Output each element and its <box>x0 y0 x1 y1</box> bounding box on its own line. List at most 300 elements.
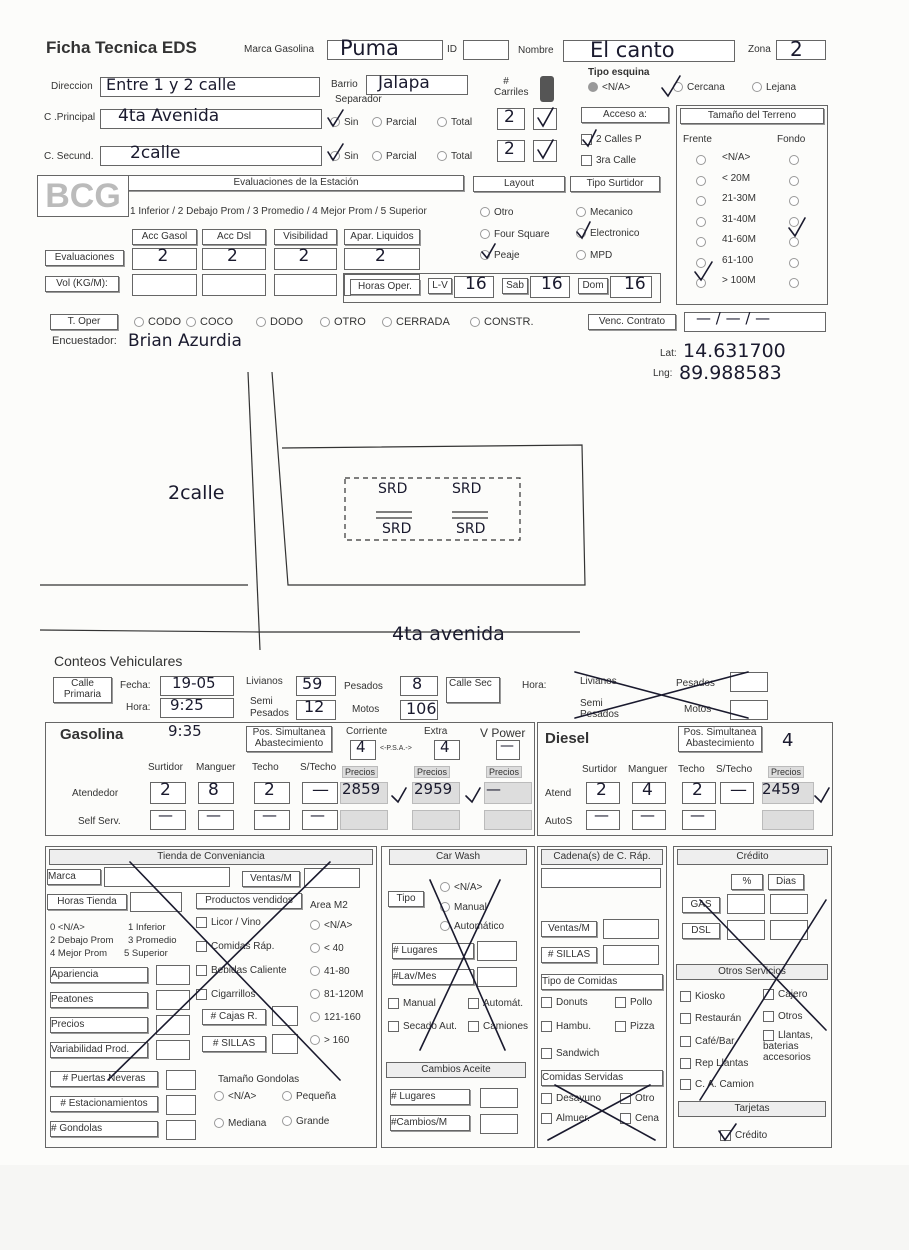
cadena-sandwich[interactable]: Sandwich <box>541 1048 599 1059</box>
lat-label: Lat: <box>660 348 677 359</box>
dsl-atend-value-3: — <box>730 780 747 800</box>
diesel-pos-label: Pos. Simultanea Abastecimiento <box>678 726 762 752</box>
frente-radio-0[interactable] <box>696 155 706 165</box>
carwash-extra-secado[interactable]: Secado Aut. <box>388 1021 457 1032</box>
tienda-marca-field[interactable] <box>104 867 230 887</box>
carwash-extra-automat[interactable]: Automát. <box>468 998 523 1009</box>
cadena-otro[interactable]: Otro <box>620 1093 654 1104</box>
bcg-logo: BCG <box>37 175 129 217</box>
surtidor-electronico[interactable]: Electronico <box>576 228 639 239</box>
area-label-3: 81-120M <box>324 989 364 1000</box>
layout-otro[interactable]: Otro <box>480 207 513 218</box>
toper-radio-1[interactable] <box>186 317 196 327</box>
gas-atend-value-3: — <box>312 780 329 800</box>
dsl-col-1: Manguer <box>628 764 668 775</box>
tienda-eval-label-0: Apariencia <box>50 967 148 983</box>
pesados-label: Pesados <box>344 681 383 692</box>
separador-label: Separador <box>335 94 382 105</box>
producto-2[interactable] <box>196 965 287 976</box>
dsl-autos-value-0: — <box>594 806 609 824</box>
gondola-pequena[interactable]: Pequeña <box>282 1091 336 1102</box>
otros-servicios-title: Otros Servicios <box>676 964 828 980</box>
toper-radio-4[interactable] <box>382 317 392 327</box>
acceso-label: Acceso a: <box>581 107 669 123</box>
gondola-grande[interactable]: Grande <box>282 1116 329 1127</box>
carwash-tipo-label: Tipo <box>388 891 424 907</box>
id-label: ID <box>447 44 457 55</box>
vpower-label: V Power <box>480 726 526 740</box>
layout-label: Layout <box>473 176 565 192</box>
sep-secund-sin[interactable]: Sin <box>330 151 358 162</box>
producto-label-0: Licor / Vino <box>211 917 261 929</box>
gas-precios-label-1: Precios <box>414 766 450 778</box>
dsl-precios-label: Precios <box>768 766 804 778</box>
carwash-na[interactable]: <N/A> <box>440 882 482 893</box>
layout-peaje[interactable]: Peaje <box>480 250 520 261</box>
otros-rep-llantas[interactable]: Rep Llantas <box>680 1058 748 1069</box>
tienda-eval-field-0[interactable] <box>156 965 190 985</box>
area-radio-0[interactable] <box>310 920 320 930</box>
toper-option-4[interactable] <box>382 316 450 328</box>
cadena-tipo-label: Tipo de Comidas <box>541 974 663 990</box>
cadena-ventas-field[interactable] <box>603 919 659 939</box>
dsl-atend-label: Atend <box>545 788 572 799</box>
cambios-mes-label: #Cambios/M <box>390 1115 470 1131</box>
marca-value: Puma <box>340 36 399 60</box>
frente-radio-2[interactable] <box>696 196 706 206</box>
area-label-5: > 160 <box>324 1035 350 1046</box>
barrio-value: Jalapa <box>378 73 430 93</box>
fondo-radio-4[interactable] <box>789 237 799 247</box>
gasolina-title: Gasolina <box>60 726 124 743</box>
surtidor-mpd[interactable]: MPD <box>576 250 612 261</box>
dsl-atend-value-1: 4 <box>642 780 653 800</box>
acceso-2calles[interactable]: 2 Calles P <box>581 134 642 145</box>
producto-check-0[interactable] <box>196 917 207 928</box>
tienda-eval-label-3: Variabilidad Prod. <box>50 1042 148 1058</box>
carriles-label: # Carriles <box>494 76 529 98</box>
tamano-option-6: > 100M <box>722 275 756 286</box>
credito-dias-label: Dias <box>768 874 804 890</box>
cadena-sillas-label: # SILLAS <box>541 947 597 963</box>
tienda-marca-label: Marca <box>47 869 101 885</box>
marca-label: Marca Gasolina <box>244 44 315 55</box>
lng-value: 89.988583 <box>679 362 782 384</box>
atendedor-label: Atendedor <box>72 788 119 799</box>
dsl-col-2: Techo <box>678 764 705 775</box>
dom-value: 16 <box>624 274 646 294</box>
carwash-lugares-field[interactable] <box>477 941 517 961</box>
producto-label-3: Cigarrillos <box>211 989 256 1001</box>
tienda-eval-field-2[interactable] <box>156 1015 190 1035</box>
tamano-option-3: 31-40M <box>722 213 756 225</box>
area-radio-2[interactable] <box>310 966 320 976</box>
evaluaciones-scale: 1 Inferior / 2 Debajo Prom / 3 Promedio / 4 Mejor Prom / 5 Superior <box>130 206 427 217</box>
tienda-scale-4: 4 Mejor Prom <box>50 948 108 959</box>
toper-option-label-0: CODO <box>148 316 181 328</box>
producto-check-3[interactable] <box>196 989 207 1000</box>
carriles-secund-check[interactable] <box>533 140 557 162</box>
area-label-0: <N/A> <box>324 920 353 931</box>
cadena-hambu[interactable]: Hambu. <box>541 1021 591 1032</box>
horas-oper-label: Horas Oper. <box>350 279 420 295</box>
tienda-eval-label-1: Peatones <box>50 992 148 1008</box>
fondo-radio-3[interactable] <box>789 217 799 227</box>
credito-dsl-pct[interactable] <box>727 920 765 940</box>
cadena-name-field[interactable] <box>541 868 661 888</box>
producto-check-1[interactable] <box>196 941 207 952</box>
otros-restauran[interactable]: Restaurán <box>680 1013 741 1024</box>
semi-value: 12 <box>304 697 325 716</box>
horas-tienda-label: Horas Tienda <box>47 894 127 910</box>
lv-value: 16 <box>465 274 487 294</box>
sep-secund-total[interactable]: Total <box>437 151 472 162</box>
col-visibilidad: Visibilidad <box>274 229 337 245</box>
dsl-autos-value-1: — <box>640 806 655 824</box>
area-radio-5[interactable] <box>310 1035 320 1045</box>
area-radio-1[interactable] <box>310 943 320 953</box>
horas-tienda-field[interactable] <box>130 892 182 912</box>
fondo-radio-1[interactable] <box>789 176 799 186</box>
area-option-3[interactable] <box>310 989 363 1000</box>
sep-secund-parcial[interactable]: Parcial <box>372 151 417 162</box>
sketch-street-bottom: 4ta avenida <box>392 623 505 645</box>
tarjetas-credito[interactable]: Crédito <box>720 1130 767 1141</box>
credito-dsl-label: DSL <box>682 923 720 939</box>
c-principal-label: C .Principal <box>44 112 96 123</box>
frente-radio-3[interactable] <box>696 217 706 227</box>
gas-precios-label-2: Precios <box>486 766 522 778</box>
credito-dsl-dias[interactable] <box>770 920 808 940</box>
direccion-value: Entre 1 y 2 calle <box>106 75 237 94</box>
livianos-label: Livianos <box>246 676 283 687</box>
gas-atend-value-2: 2 <box>264 780 275 800</box>
credito-pct-label: % <box>731 874 763 890</box>
gas-atend-value-1: 8 <box>208 780 219 800</box>
traffic-light-icon <box>540 76 554 102</box>
fondo-radio-0[interactable] <box>789 155 799 165</box>
livianos-value: 59 <box>302 674 323 693</box>
carriles-principal-check[interactable] <box>533 108 557 130</box>
gas-col-0: Surtidor <box>148 762 184 773</box>
calle-primaria-label: Calle Primaria <box>53 677 112 703</box>
otros-cafe-bar[interactable]: Café/Bar <box>680 1036 734 1047</box>
extra-label: Extra <box>424 726 448 737</box>
pesados-sec-label: Pesados <box>676 678 715 689</box>
tienda-scale-3: 3 Promedio <box>128 935 177 946</box>
carwash-manual[interactable]: Manual <box>440 902 487 913</box>
tamano-option-5: 61-100 <box>722 254 754 266</box>
tienda-title: Tienda de Conveniancia <box>49 849 373 865</box>
dsl-precio-value: 2459 <box>762 780 801 798</box>
eval-value-2: 2 <box>298 246 310 266</box>
nombre-value: El canto <box>590 38 675 62</box>
gondolas-field[interactable] <box>166 1120 196 1140</box>
puertas-label: # Puertas Neveras <box>50 1071 158 1087</box>
area-label-2: 41-80 <box>324 966 350 977</box>
credito-gas-label: GAS <box>682 897 720 913</box>
carwash-lugares-label: # Lugares <box>392 943 474 959</box>
motos-value: 106 <box>406 699 437 718</box>
id-field[interactable] <box>463 40 509 60</box>
tienda-scale-2: 2 Debajo Prom <box>50 935 114 946</box>
cadena-ventas-label: Ventas/M <box>541 921 597 937</box>
tamano-option-0: <N/A> <box>722 152 751 163</box>
sketch-street-left: 2calle <box>168 482 225 504</box>
otros-otros[interactable]: Otros <box>763 1011 802 1022</box>
dom-label: Dom <box>578 278 608 294</box>
area-label-4: 121-160 <box>324 1012 361 1023</box>
toper-radio-5[interactable] <box>470 317 480 327</box>
toper-option-0[interactable] <box>134 316 181 328</box>
productos-label: Productos vendidos <box>196 893 302 909</box>
otros-kiosko[interactable]: Kiosko <box>680 991 725 1002</box>
carwash-lav-field[interactable] <box>477 967 517 987</box>
sep-principal-parcial[interactable]: Parcial <box>372 117 417 128</box>
puertas-field[interactable] <box>166 1070 196 1090</box>
gas-self-value-3: — <box>310 806 325 824</box>
carriles-principal-value: 2 <box>504 107 515 127</box>
tienda-sillas-field[interactable] <box>272 1034 298 1054</box>
sketch-pump-3: SRD <box>382 521 412 537</box>
gas-self-value-0: — <box>158 806 173 824</box>
otros-ca-camion[interactable]: C. A. Camion <box>680 1079 754 1090</box>
toper-label: T. Oper <box>50 314 118 330</box>
tienda-eval-field-3[interactable] <box>156 1040 190 1060</box>
dsl-atend-value-2: 2 <box>692 780 703 800</box>
tipo-esquina-na[interactable]: <N/A> <box>588 82 630 93</box>
gas-self-value-1: — <box>206 806 221 824</box>
gas-precio-value-2: — <box>486 780 501 798</box>
credito-gas-pct[interactable] <box>727 894 765 914</box>
tienda-ventas-label: Ventas/M <box>242 871 300 887</box>
cadena-desayuno[interactable]: Desayuno <box>541 1093 601 1104</box>
conteos-title: Conteos Vehiculares <box>54 653 183 669</box>
frente-radio-5[interactable] <box>696 258 706 268</box>
surtidor-mecanico[interactable]: Mecanico <box>576 207 633 218</box>
otros-llantas[interactable]: Llantas, baterias accesorios <box>763 1030 814 1064</box>
cadena-servidas-label: Comidas Servidas <box>541 1070 663 1086</box>
col-apar-liquidos: Apar. Liquidos <box>344 229 420 245</box>
hora-label: Hora: <box>126 702 151 713</box>
toper-option-3[interactable] <box>320 316 366 328</box>
zona-value: 2 <box>790 37 803 61</box>
producto-3[interactable] <box>196 989 255 1000</box>
gas-col-2: Techo <box>252 762 279 773</box>
eval-value-0: 2 <box>157 246 169 266</box>
cadena-almuer[interactable]: Almuer. <box>541 1113 590 1124</box>
producto-1[interactable] <box>196 941 274 952</box>
area-radio-3[interactable] <box>310 989 320 999</box>
fecha-value: 19-05 <box>172 674 216 692</box>
eval-value-3: 2 <box>375 246 386 266</box>
vol-cell-0[interactable] <box>132 274 197 296</box>
sep-principal-sin[interactable]: Sin <box>330 117 358 128</box>
gondola-na[interactable]: <N/A> <box>214 1091 256 1102</box>
cambios-title: Cambios Aceite <box>386 1062 526 1078</box>
venc-contrato-label: Venc. Contrato <box>588 314 676 330</box>
gasolina-time: 9:35 <box>168 722 202 740</box>
gas-col-1: Manguer <box>196 762 236 773</box>
corriente-label: Corriente <box>346 726 388 737</box>
pesados-value: 8 <box>412 674 423 693</box>
area-label-1: < 40 <box>324 943 344 954</box>
gas-self-precio-cell-2[interactable] <box>484 810 532 830</box>
fondo-radio-5[interactable] <box>789 258 799 268</box>
direccion-label: Direccion <box>51 81 93 92</box>
tienda-scale-5: 5 Superior <box>124 948 168 959</box>
form-title: Ficha Tecnica EDS <box>46 38 197 57</box>
cambios-lugares-label: # Lugares <box>390 1089 470 1105</box>
sketch-pump-4: SRD <box>456 521 486 537</box>
sab-label: Sab <box>502 278 528 294</box>
diesel-title: Diesel <box>545 730 590 747</box>
dsl-col-0: Surtidor <box>582 764 618 775</box>
tienda-eval-field-1[interactable] <box>156 990 190 1010</box>
layout-four-square[interactable]: Four Square <box>480 229 550 240</box>
toper-radio-2[interactable] <box>256 317 266 327</box>
cambios-mes-field[interactable] <box>480 1114 518 1134</box>
estac-field[interactable] <box>166 1095 196 1115</box>
estac-label: # Estacionamientos <box>50 1096 158 1112</box>
gondolas-label: # Gondolas <box>50 1121 158 1137</box>
tipo-esquina-lejana[interactable]: Lejana <box>752 82 796 93</box>
frente-radio-6[interactable] <box>696 278 706 288</box>
dsl-autos-label: AutoS <box>545 816 573 827</box>
toper-option-label-5: CONSTR. <box>484 316 534 328</box>
toper-option-label-1: COCO <box>200 316 233 328</box>
cadena-cena[interactable]: Cena <box>620 1113 659 1124</box>
venc-contrato-value: — / — / — <box>696 309 771 327</box>
area-option-0[interactable] <box>310 920 352 931</box>
tienda-sillas-label: # SILLAS <box>202 1036 266 1052</box>
dsl-atend-value-0: 2 <box>596 780 607 800</box>
tienda-ventas-field[interactable] <box>304 868 360 888</box>
hora-value: 9:25 <box>170 696 204 714</box>
carwash-extra-camiones[interactable]: Camiones <box>468 1021 528 1032</box>
cajas-label: # Cajas R. <box>202 1009 266 1025</box>
fondo-radio-2[interactable] <box>789 196 799 206</box>
gas-precio-value-0: 2859 <box>342 780 381 798</box>
dsl-autos-precio-cell[interactable] <box>762 810 814 830</box>
gas-atend-value-0: 2 <box>160 780 171 800</box>
gas-self-precio-cell-1[interactable] <box>412 810 460 830</box>
dsl-col-3: S/Techo <box>716 764 753 775</box>
cadena-sillas-field[interactable] <box>603 945 659 965</box>
toper-option-2[interactable] <box>256 316 303 328</box>
carwash-automatico[interactable]: Automático <box>440 921 504 932</box>
gas-col-3: S/Techo <box>300 762 337 773</box>
area-option-4[interactable] <box>310 1012 361 1023</box>
gasolina-pos-label: Pos. Simultanea Abastecimiento <box>246 726 332 752</box>
fondo-label: Fondo <box>777 134 806 145</box>
cadena-pizza[interactable]: Pizza <box>615 1021 654 1032</box>
diesel-pos-value: 4 <box>782 730 794 751</box>
tipo-surtidor-label: Tipo Surtidor <box>570 176 660 192</box>
area-radio-4[interactable] <box>310 1012 320 1022</box>
sep-principal-total[interactable]: Total <box>437 117 472 128</box>
toper-option-1[interactable] <box>186 316 233 328</box>
producto-label-1: Comidas Ráp. <box>211 941 275 953</box>
tarjetas-title: Tarjetas <box>678 1101 826 1117</box>
carwash-lav-label: #Lav/Mes <box>392 969 474 985</box>
gondola-mediana[interactable]: Mediana <box>214 1118 266 1129</box>
evaluaciones-title: Evaluaciones de la Estación <box>128 175 464 191</box>
producto-0[interactable] <box>196 917 261 928</box>
frente-radio-1[interactable] <box>696 176 706 186</box>
area-label: Area M2 <box>310 900 348 911</box>
tienda-eval-label-2: Precios <box>50 1017 148 1033</box>
sketch-pump-1: SRD <box>378 481 408 497</box>
zona-label: Zona <box>748 44 771 55</box>
carwash-extra-manual[interactable]: Manual <box>388 998 436 1009</box>
tam-gondolas-label: Tamaño Gondolas <box>218 1074 300 1085</box>
row-vol-label: Vol (KG/M): <box>45 276 119 292</box>
motos-sec-field[interactable] <box>730 700 768 720</box>
tamano-option-4: 41-60M <box>722 234 756 245</box>
carriles-secund-value: 2 <box>504 139 515 159</box>
cadena-pollo[interactable]: Pollo <box>615 997 652 1008</box>
dsl-autos-value-2: — <box>690 806 705 824</box>
gas-self-value-2: — <box>262 806 277 824</box>
credito-gas-dias[interactable] <box>770 894 808 914</box>
toper-radio-3[interactable] <box>320 317 330 327</box>
pesados-sec-field[interactable] <box>730 672 768 692</box>
tipo-esquina-cercana[interactable]: Cercana <box>673 82 725 93</box>
cambios-lugares-field[interactable] <box>480 1088 518 1108</box>
area-option-2[interactable] <box>310 966 350 977</box>
toper-option-label-2: DODO <box>270 316 303 328</box>
acceso-3ra-calle[interactable]: 3ra Calle <box>581 155 636 166</box>
tipo-esquina-label: Tipo esquina <box>588 67 650 78</box>
area-option-5[interactable] <box>310 1035 349 1046</box>
producto-label-2: Bebidas Caliente <box>211 965 287 977</box>
lat-value: 14.631700 <box>683 340 786 362</box>
barrio-label: Barrio <box>331 79 358 90</box>
col-acc-gasol: Acc Gasol <box>132 229 197 245</box>
frente-radio-4[interactable] <box>696 237 706 247</box>
cadena-donuts[interactable]: Donuts <box>541 997 588 1008</box>
tienda-scale-1: 1 Inferior <box>128 922 166 933</box>
c-principal-value: 4ta Avenida <box>118 106 220 126</box>
calle-sec-label: Calle Sec <box>446 677 500 703</box>
toper-option-5[interactable] <box>470 316 534 328</box>
vol-cell-2[interactable] <box>274 274 337 296</box>
area-option-1[interactable] <box>310 943 344 954</box>
tienda-scale-0: 0 <N/A> <box>50 922 85 933</box>
producto-check-2[interactable] <box>196 965 207 976</box>
c-secund-value: 2calle <box>130 143 181 163</box>
fondo-radio-6[interactable] <box>789 278 799 288</box>
self-serv-label: Self Serv. <box>78 816 121 827</box>
otros-cajero[interactable]: Cajero <box>763 989 807 1000</box>
gas-self-precio-cell-0[interactable] <box>340 810 388 830</box>
encuestador-value: Brian Azurdia <box>128 331 242 351</box>
motos-label: Motos <box>352 704 380 715</box>
semi-label: Semi Pesados <box>250 696 289 719</box>
cajas-field[interactable] <box>272 1006 298 1026</box>
gas-precio-value-1: 2959 <box>414 780 453 798</box>
motos-sec-label: Motos <box>684 704 712 715</box>
cadena-title: Cadena(s) de C. Ráp. <box>541 849 663 865</box>
sketch-pump-2: SRD <box>452 481 482 497</box>
toper-option-label-4: CERRADA <box>396 316 450 328</box>
semi-sec-label: Semi Pesados <box>580 698 619 720</box>
vol-cell-1[interactable] <box>202 274 266 296</box>
carwash-title: Car Wash <box>389 849 527 865</box>
toper-radio-0[interactable] <box>134 317 144 327</box>
toper-option-label-3: OTRO <box>334 316 366 328</box>
